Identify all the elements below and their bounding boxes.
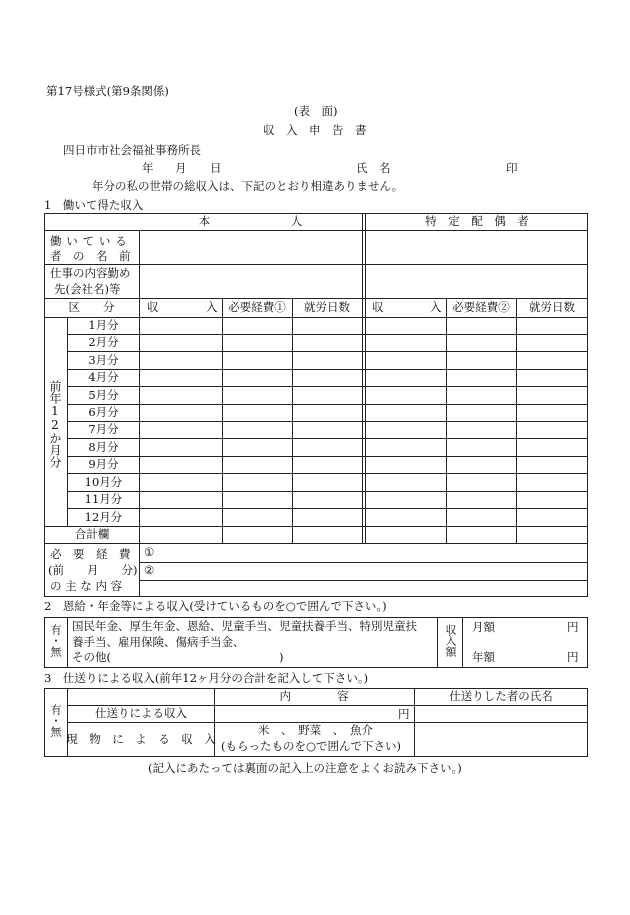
remittance-income-label: 仕送りによる収入 <box>95 706 187 721</box>
pension-yes-no[interactable]: 有・無 <box>49 624 62 657</box>
monthly-amount-label: 月額 <box>472 620 495 634</box>
monthly-yen: 円 <box>567 620 579 634</box>
footer-note: (記入にあたっては裏面の記入上の注意をよくお読み下さい。) <box>148 761 462 775</box>
spouse-days-header: 就労日数 <box>529 300 575 315</box>
in-kind-items[interactable]: 米 、 野菜 、 魚介 <box>258 723 373 737</box>
side-label: (表 面) <box>294 104 338 118</box>
sender-name-field[interactable] <box>415 706 588 757</box>
month-label: 3月分 <box>88 352 119 367</box>
expense1-content-field[interactable] <box>160 544 588 562</box>
expense1-header: 必要経費① <box>228 300 286 315</box>
section2-heading: 2 恩給・年金等による収入(受けているものを○で囲んで下さい。) <box>44 599 387 613</box>
self-worker-name-field[interactable] <box>140 231 362 264</box>
annual-yen: 円 <box>567 650 579 664</box>
pension-other-close: ) <box>279 650 284 664</box>
pension-items-line2: 養手当、雇用保険、傷病手当金、 <box>72 635 245 649</box>
month-label: 11月分 <box>84 492 123 507</box>
sender-name-header: 仕送りした者の氏名 <box>449 689 553 704</box>
spouse-employer-field[interactable] <box>366 265 588 298</box>
expense1-marker: ① <box>144 545 155 559</box>
month-label: 9月分 <box>88 457 119 472</box>
self-income-header-2: 入 <box>206 300 218 314</box>
form-number: 第17号様式(第9条関係) <box>46 84 169 98</box>
month-label: 4月分 <box>88 370 119 385</box>
expense-content-label-line3: の 主 な 内 容 <box>50 579 123 593</box>
date-day-label: 日 <box>210 161 222 175</box>
name-label: 氏 名 <box>356 161 391 175</box>
self-header: 本 人 <box>198 214 303 229</box>
category-header: 区 分 <box>68 300 115 315</box>
self-days-header: 就労日数 <box>304 300 350 315</box>
worker-name-label-line2: 者 の 名 前 <box>50 249 131 263</box>
expense-content-label-line2: (前 月 分) <box>48 563 138 577</box>
section1-heading: 1 働いて得た収入 <box>44 198 144 212</box>
expense-content-label-line1: 必 要 経 費 <box>50 547 131 561</box>
month-label: 8月分 <box>88 439 119 454</box>
remittance-yes-no[interactable]: 有・無 <box>49 704 62 737</box>
total-row-label: 合計欄 <box>74 527 110 542</box>
expense2-marker: ② <box>144 563 155 577</box>
declaration-text: 年分の私の世帯の総収入は、下記のとおり相違ありません。 <box>92 179 404 193</box>
month-label: 6月分 <box>88 405 119 420</box>
date-year-label: 年 <box>142 161 154 175</box>
expense2-header: 必要経費② <box>452 300 510 315</box>
spouse-income-header: 収 <box>372 300 384 314</box>
employer-label-line1: 仕事の内容勤め <box>50 266 131 280</box>
date-month-label: 月 <box>175 161 187 175</box>
month-label: 7月分 <box>88 422 119 437</box>
pension-items-line3: その他( <box>72 650 111 664</box>
pension-items-line1: 国民年金、厚生年金、恩給、児童手当、児童扶養手当、特別児童扶 <box>72 619 417 633</box>
spouse-header: 特 定 配 偶 者 <box>425 214 529 229</box>
month-label: 12月分 <box>84 509 123 524</box>
spouse-income-header-2: 入 <box>430 300 442 314</box>
month-label: 2月分 <box>88 335 119 350</box>
income-amount-label: 収入額 <box>444 624 457 657</box>
form-title: 収 入 申 告 書 <box>263 123 367 137</box>
section3-heading: 3 仕送りによる収入(前年12ヶ月分の合計を記入して下さい。) <box>44 671 369 685</box>
in-kind-income-label: 現 物 に よ る 収 入 <box>66 732 216 747</box>
month-label: 5月分 <box>88 387 119 402</box>
annual-amount-label: 年額 <box>472 650 495 664</box>
employer-label-line2: 先(会社名)等 <box>54 282 121 296</box>
spouse-worker-name-field[interactable] <box>366 231 588 264</box>
content-header: 内 容 <box>279 689 349 704</box>
expense2-content-field[interactable] <box>160 563 588 580</box>
seal-label: 印 <box>506 161 518 175</box>
self-employer-field[interactable] <box>140 265 362 298</box>
self-income-header: 収 <box>147 300 159 314</box>
addressee: 四日市市社会福祉事務所長 <box>63 143 201 157</box>
month-label: 1月分 <box>88 318 119 333</box>
worker-name-label-line1: 働 い て い る <box>50 234 128 248</box>
in-kind-instruction: (もらったものを○で囲んで下さい) <box>221 739 402 753</box>
remittance-yen: 円 <box>398 707 410 721</box>
prior-year-vertical-label: 前年12か月分 <box>48 380 62 468</box>
month-label: 10月分 <box>84 474 123 489</box>
